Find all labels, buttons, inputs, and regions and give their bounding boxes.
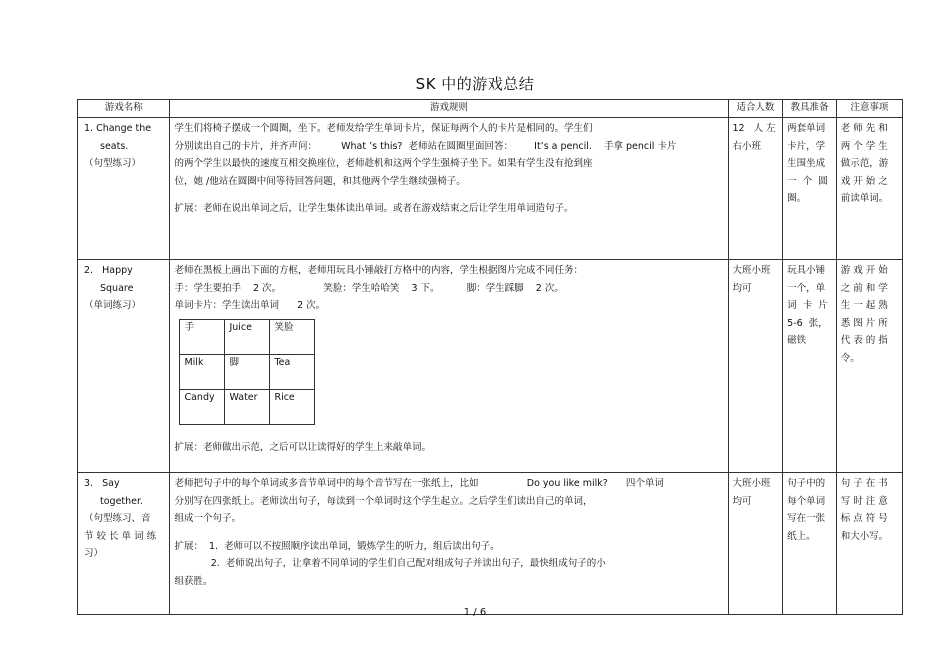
notes-cell xyxy=(836,473,902,615)
rules-line: 手：学生要拍手 2 次。 笑脸：学生哈哈笑 3 下。 脚：学生踩脚 2 次。 xyxy=(174,282,564,294)
materials-cell xyxy=(783,118,837,260)
game-name-line: （句型练习） xyxy=(84,158,142,169)
header-people: 适合人数 xyxy=(728,100,783,118)
header-game-rules: 游戏规则 xyxy=(170,100,728,118)
rules-line: 位，她 /他站在圆圈中间等待回答问题，和其他两个学生继续强椅子。 xyxy=(174,175,466,187)
game-name-line: 2. Happy xyxy=(84,265,133,276)
notes-line: 悉 图 片 所 xyxy=(840,317,888,329)
rules-line: 单词卡片：学生读出单词 2 次。 xyxy=(174,300,326,311)
header-materials: 教具准备 xyxy=(783,100,837,118)
extend-text: 扩展：老师做出示范，之后可以让读得好的学生上来敲单词。 xyxy=(174,441,431,453)
materials-line: 卡片，学 xyxy=(787,140,826,152)
game-name-line: 节 较 长 单 词 练 xyxy=(84,530,157,542)
people-line: 大班小班 xyxy=(732,478,771,489)
rules-line: 分别写在四张纸上。老师读出句子，每读到一个单词时这个学生起立。之后学生们读出自己的单词， xyxy=(174,495,593,507)
game-name-cell xyxy=(78,118,170,260)
rules-line: 学生们将椅子摆成一个圆圈，坐下。老师发给学生单词卡片，保证每两个人的卡片是相同的。学生们 xyxy=(174,123,593,134)
notes-line: 前读单词。 xyxy=(840,193,889,204)
game-name-line: 习） xyxy=(84,548,104,559)
grid-cell: Tea xyxy=(270,354,315,389)
materials-line: 一 个 圆 xyxy=(787,175,828,187)
notes-cell xyxy=(836,260,902,473)
grid-row xyxy=(180,319,315,354)
notes-cell xyxy=(836,118,902,260)
game-rules-cell xyxy=(170,260,728,473)
notes-line: 代 表 的 指 xyxy=(840,335,888,346)
grid-cell: 脚 xyxy=(225,354,270,389)
grid-cell: 手 xyxy=(180,319,225,354)
notes-line: 标 点 符 号 xyxy=(840,513,888,524)
materials-line: 生围坐成 xyxy=(787,158,826,169)
materials-line: 写在一张 xyxy=(787,513,826,524)
game-name-line: together. xyxy=(100,495,144,507)
extend-line: 组获胜。 xyxy=(174,575,213,587)
grid-cell: Rice xyxy=(270,389,315,424)
header-row xyxy=(78,100,903,118)
notes-line: 戏 开 始 之 xyxy=(840,175,888,187)
page-number: 1 / 6 xyxy=(463,607,487,618)
game-name-line: （句型练习、音 xyxy=(84,513,151,524)
rules-line: 分别读出自己的卡片，并齐声问： What ’s this? 老师站在圆圈里面回答： It’s a pencil. 手拿 pencil 卡片 xyxy=(174,140,677,152)
rules-line: 的两个学生以最快的速度互相交换座位，老师趁机和这两个学生强椅子坐下。如果有学生没有抢到座 xyxy=(174,158,593,169)
notes-line: 写 时 注 意 xyxy=(840,495,888,507)
people-cell xyxy=(728,260,783,473)
grid-row xyxy=(180,354,315,389)
grid-cell: Candy xyxy=(180,389,225,424)
game-rules-cell xyxy=(170,118,728,260)
materials-cell xyxy=(783,260,837,473)
materials-line: 玩具小锤 xyxy=(787,265,826,276)
notes-line: 令。 xyxy=(840,352,860,364)
people-line: 12 人 左 xyxy=(732,123,776,134)
notes-line: 老 师 先 和 xyxy=(840,123,888,134)
people-line: 均可 xyxy=(732,495,752,507)
materials-line: 句子中的 xyxy=(787,478,826,489)
notes-line: 句 子 在 书 xyxy=(840,478,888,489)
game-name-cell xyxy=(78,473,170,615)
people-line: 均可 xyxy=(732,282,752,294)
game-name-line: seats. xyxy=(100,140,129,152)
grid-cell: Water xyxy=(225,389,270,424)
grid-cell: Milk xyxy=(180,354,225,389)
word-grid xyxy=(179,319,315,425)
games-table xyxy=(77,99,903,615)
header-notes: 注意事项 xyxy=(836,100,902,118)
game-name-line: 3. Say xyxy=(84,478,120,489)
materials-line: 一个，单 xyxy=(787,282,826,294)
grid-cell: 笑脸 xyxy=(270,319,315,354)
grid-row xyxy=(180,389,315,424)
materials-line: 磁铁 xyxy=(787,335,807,346)
materials-line: 每个单词 xyxy=(787,495,826,507)
game-name-line: Square xyxy=(100,282,134,294)
notes-line: 游 戏 开 始 xyxy=(840,265,888,276)
grid-cell: Juice xyxy=(225,319,270,354)
notes-line: 和大小写。 xyxy=(840,530,889,542)
materials-line: 纸上。 xyxy=(787,530,816,542)
notes-line: 之 前 和 学 xyxy=(840,282,888,294)
people-cell xyxy=(728,118,783,260)
table-row xyxy=(78,260,903,473)
materials-line: 词 卡 片 xyxy=(787,300,828,311)
notes-line: 两 个 学 生 xyxy=(840,140,888,152)
rules-line: 老师把句子中的每个单词或多音节单词中的每个音节写在一张纸上，比如 Do you like milk? 四个单词 xyxy=(174,478,664,489)
people-line: 右小班 xyxy=(732,140,762,152)
notes-line: 做示范，游 xyxy=(840,158,889,169)
game-name-cell xyxy=(78,260,170,473)
game-name-line: （单词练习） xyxy=(84,300,142,311)
materials-line: 5-6 张， xyxy=(787,317,828,329)
extend-text: 扩展：老师在说出单词之后，让学生集体读出单词。或者在游戏结束之后让学生用单词造句子。 xyxy=(174,203,574,214)
people-cell xyxy=(728,473,783,615)
table-row xyxy=(78,118,903,260)
table-row xyxy=(78,473,903,615)
game-rules-cell xyxy=(170,473,728,615)
rules-line: 组成一个句子。 xyxy=(174,513,241,524)
rules-line: 老师在黑板上画出下面的方框，老师用玩具小锤敲打方格中的内容，学生根据图片完成不同任务： xyxy=(174,265,583,276)
extend-line: 扩展： 1. 老师可以不按照顺序读出单词，锻炼学生的听力，组后读出句子。 xyxy=(174,540,500,552)
materials-line: 两套单词 xyxy=(787,123,826,134)
notes-line: 生 一 起 熟 xyxy=(840,300,888,311)
extend-line: 2. 老师说出句子，让拿着不同单词的学生们自己配对组成句子并读出句子，最快组成句子的小 xyxy=(174,558,606,569)
header-game-name: 游戏名称 xyxy=(78,100,170,118)
materials-line: 圈。 xyxy=(787,193,807,204)
people-line: 大班小班 xyxy=(732,265,771,276)
materials-cell xyxy=(783,473,837,615)
page-title: SK 中的游戏总结 xyxy=(415,75,535,93)
game-name-line: 1. Change the xyxy=(84,123,152,134)
